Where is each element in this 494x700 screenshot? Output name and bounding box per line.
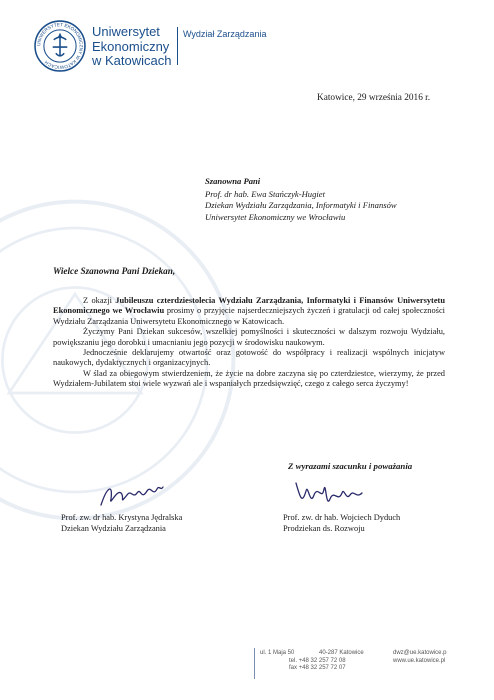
- body-paragraph-1: [53, 296, 445, 327]
- footer-web: [393, 650, 446, 665]
- letter-closing: Z wyrazami szacunku i poważania: [288, 461, 413, 471]
- university-name-line-2: Ekonomiczny: [92, 38, 170, 54]
- body-p1-text-b: prosimy o przyjęcie najserdeczniejszych życzeń i gratulacji od całej społeczności Wydziału Zarządzania Uniwersytetu Ekonomicznego w Katowicach.: [53, 306, 445, 326]
- recipient-block: [205, 176, 397, 223]
- signer-right-name: Prof. zw. dr hab. Wojciech Dyduch: [283, 513, 401, 522]
- footer-postal: 40-287 Katowice: [319, 650, 364, 656]
- signature-left: [97, 477, 167, 512]
- signer-right-role: Prodziekan ds. Rozwoju: [283, 524, 365, 533]
- recipient-position: Dziekan Wydziału Zarządzania, Informatyki i Finansów: [205, 200, 397, 211]
- footer-tel: tel. +48 32 257 72 08: [289, 657, 346, 664]
- university-name: [92, 25, 171, 69]
- recipient-institution: Uniwersytet Ekonomiczny we Wrocławiu: [205, 211, 346, 222]
- body-p1-bold: Jubileuszu czterdziestolecia Wydziału Zarządzania, Informatyki i Finansów Uniwersytetu Ekonomicznego we Wrocławiu: [53, 296, 445, 316]
- signer-left: [61, 512, 182, 534]
- footer-street: ul. 1 Maja 50: [260, 650, 295, 656]
- letter-date: Katowice, 29 września 2016 r.: [317, 93, 431, 103]
- recipient-salutation: Szanowna Pani: [205, 176, 261, 186]
- university-seal-logo: [34, 20, 86, 72]
- seal-text: UNIWERSYTET EKONOMICZNY W KATOWICACH: [36, 22, 84, 70]
- body-paragraph-3: Jednocześnie deklarujemy otwartość oraz gotowość do współpracy i realizacji wspólnych inicjatyw naukowych, dydaktycznych i organizacyjnych.: [53, 348, 445, 368]
- footer-divider: [254, 648, 255, 679]
- signer-left-role: Dziekan Wydziału Zarządzania: [61, 524, 166, 533]
- faculty-name: Wydział Zarządzania: [183, 29, 267, 39]
- recipient-name: Prof. dr hab. Ewa Stańczyk-Hugiet: [205, 189, 325, 200]
- footer-website[interactable]: www.ue.katowice.pl: [393, 657, 446, 664]
- signature-right: [292, 477, 372, 512]
- university-name-line-1: Uniwersytet: [92, 24, 160, 39]
- signer-left-name: Prof. zw. dr hab. Krystyna Jędralska: [61, 513, 183, 522]
- header-divider: [177, 27, 178, 65]
- letter-greeting: Wielce Szanowna Pani Dziekan,: [53, 266, 176, 276]
- letter-body: [53, 296, 445, 390]
- footer-fax: fax +48 32 257 72 07: [289, 665, 346, 672]
- footer-email[interactable]: dwz@ue.katowice.p: [393, 650, 447, 656]
- body-p1-text-a: Z okazji: [83, 296, 116, 305]
- body-paragraph-4: W ślad za obiegowym stwierdzeniem, że życie na dobre zaczyna się po czterdziestce, wierzymy, że przed Wydziałem-Jubilatem stoi wiele wyzwań ale i wspaniałych przedsięwzięć, czego z całego serca życzymy!: [53, 368, 445, 389]
- university-name-line-3: w Katowicach: [92, 53, 172, 68]
- footer-contact: [289, 650, 364, 673]
- signer-right: [283, 512, 400, 534]
- body-paragraph-2: Życzymy Pani Dziekan sukcesów, wszelkiej pomyślności i skuteczności w dalszym rozwoju Wydziału, powiększaniu jego dorobku i umacnianiu jego pozycji w środowisku naukowym.: [53, 327, 445, 347]
